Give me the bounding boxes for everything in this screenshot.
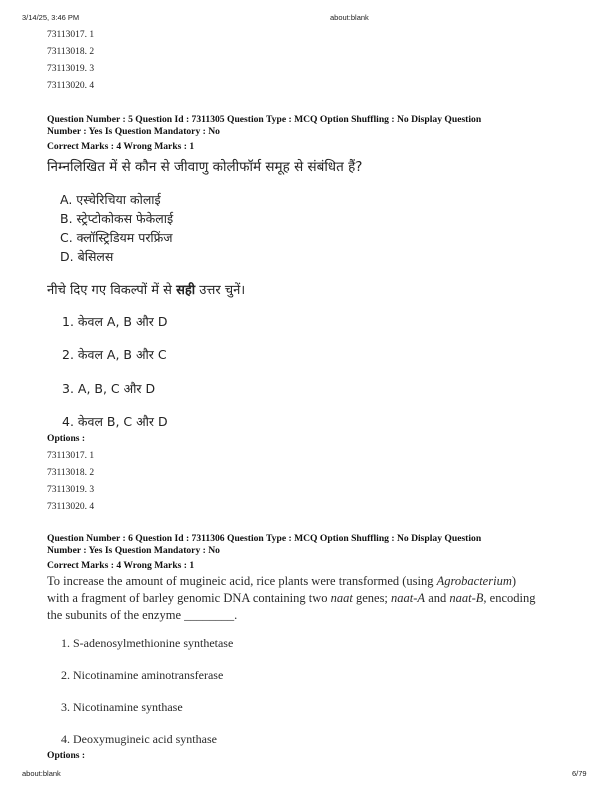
q5-item-d: D. बेसिलस (60, 249, 114, 264)
q5-option-3: 73113019. 3 (47, 485, 95, 495)
q6-header-line1: Question Number : 6 Question Id : 7311306 Question Type : MCQ Option Shuffling : No Display Question (47, 533, 482, 544)
q5-header (47, 114, 567, 153)
q5-header-line1: Question Number : 5 Question Id : 7311305 Question Type : MCQ Option Shuffling : No Display Question (47, 114, 482, 125)
q5-instruction-bold: सही (176, 283, 196, 298)
print-title: about:blank (330, 13, 369, 22)
q5-option-2: 73113018. 2 (47, 468, 95, 478)
q6-line1-italic: Agrobacterium (436, 574, 512, 588)
q6-question-line1 (47, 574, 516, 589)
q5-option-4: 73113020. 4 (47, 502, 95, 512)
q5-instruction-post: उत्तर चुनें। (195, 283, 246, 298)
q6-line2-pre: with a fragment of barley genomic DNA containing two (47, 591, 331, 605)
q6-line2-naat-a: naat-A (391, 591, 426, 605)
q6-question-line2 (47, 591, 535, 606)
q5-item-b: B. स्ट्रेप्टोकोकस फेकेलाई (60, 211, 174, 226)
q5-choice-1: 1. केवल A, B और D (62, 314, 168, 329)
q6-line2-naat-b: naat-B (449, 591, 484, 605)
q6-line2-naat: naat (330, 591, 353, 605)
q5-marks: Correct Marks : 4 Wrong Marks : 1 (47, 141, 195, 152)
q5-choice-3: 3. A, B, C और D (62, 381, 156, 396)
q6-header (47, 533, 567, 572)
prev-option-4: 73113020. 4 (47, 81, 95, 91)
print-datetime: 3/14/25, 3:46 PM (22, 13, 80, 22)
q6-choice-1: 1. S-adenosylmethionine synthetase (61, 636, 234, 650)
q5-item-c: C. क्लॉस्ट्रिडियम परफ्रिंज (60, 230, 173, 245)
q6-options-label: Options : (47, 750, 86, 761)
q5-item-a: A. एस्चेरिचिया कोलाई (60, 192, 161, 207)
q5-options-label: Options : (47, 433, 86, 444)
footer-page-number: 6/79 (572, 769, 587, 778)
q6-choice-3: 3. Nicotinamine synthase (61, 700, 183, 714)
q5-header-line2: Number : Yes Is Question Mandatory : No (47, 126, 220, 137)
prev-option-1: 73113017. 1 (47, 30, 95, 40)
prev-option-3: 73113019. 3 (47, 64, 95, 74)
q6-choice-4: 4. Deoxymugineic acid synthase (61, 732, 217, 746)
q5-instruction (47, 280, 245, 298)
q6-line2-and: and (425, 591, 450, 605)
q6-choice-2: 2. Nicotinamine aminotransferase (61, 668, 224, 682)
q5-question-text: निम्नलिखित में से कौन से जीवाणु कोलीफॉर्म समूह से संबंधित हैं? (47, 159, 363, 175)
q6-marks: Correct Marks : 4 Wrong Marks : 1 (47, 560, 195, 571)
footer-url: about:blank (22, 769, 61, 778)
prev-option-2: 73113018. 2 (47, 47, 95, 57)
q6-line2-mid: genes; (352, 591, 392, 605)
q6-question-line3: the subunits of the enzyme ________. (47, 608, 238, 622)
q5-option-1: 73113017. 1 (47, 451, 95, 461)
q5-choice-2: 2. केवल A, B और C (62, 347, 167, 362)
q5-choice-4: 4. केवल B, C और D (62, 414, 168, 429)
q6-header-line2: Number : Yes Is Question Mandatory : No (47, 545, 220, 556)
q6-line1-post: ) (511, 574, 517, 588)
q6-line1-pre: To increase the amount of mugineic acid, rice plants were transformed (using (47, 574, 437, 588)
q5-instruction-pre: नीचे दिए गए विकल्पों में से (47, 283, 177, 298)
q6-line2-post: , encoding (483, 591, 536, 605)
